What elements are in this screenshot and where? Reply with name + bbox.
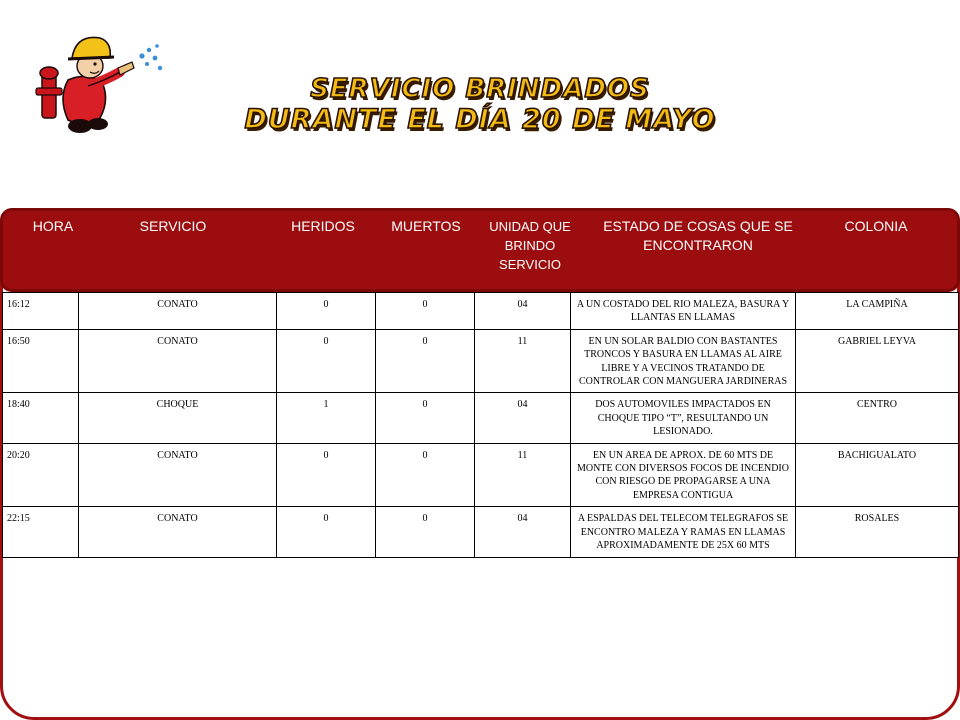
- cell-unidad: 04: [475, 293, 571, 330]
- cell-unidad: 04: [475, 393, 571, 443]
- cell-colonia: CENTRO: [796, 393, 959, 443]
- cell-servicio: CHOQUE: [79, 393, 277, 443]
- cell-colonia: BACHIGUALATO: [796, 443, 959, 507]
- table-row: [3, 293, 959, 330]
- cell-heridos: 0: [277, 507, 376, 557]
- cell-hora: 18:40: [3, 393, 79, 443]
- header-colonia: COLONIA: [844, 218, 908, 234]
- cell-heridos: 1: [277, 393, 376, 443]
- table-row: [3, 329, 959, 393]
- cell-hora: 16:12: [3, 293, 79, 330]
- cell-muertos: 0: [376, 507, 475, 557]
- table-row: [3, 443, 959, 507]
- cell-servicio: CONATO: [79, 507, 277, 557]
- cell-hora: 16:50: [3, 329, 79, 393]
- cell-colonia: LA CAMPIÑA: [796, 293, 959, 330]
- page-title: SERVICIO BRINDADOS: [310, 74, 650, 104]
- cell-muertos: 0: [376, 293, 475, 330]
- cell-colonia: ROSALES: [796, 507, 959, 557]
- cell-muertos: 0: [376, 329, 475, 393]
- cell-heridos: 0: [277, 293, 376, 330]
- table-header: [0, 208, 960, 292]
- cell-colonia: GABRIEL LEYVA: [796, 329, 959, 393]
- cell-muertos: 0: [376, 393, 475, 443]
- cell-servicio: CONATO: [79, 443, 277, 507]
- table-row: [3, 507, 959, 557]
- header-unidad: UNIDAD QUE BRINDO SERVICIO: [489, 219, 571, 272]
- cell-hora: 22:15: [3, 507, 79, 557]
- header-servicio: SERVICIO: [139, 218, 207, 234]
- header-hora: HORA: [32, 218, 74, 234]
- table-row: [3, 393, 959, 443]
- cell-muertos: 0: [376, 443, 475, 507]
- cell-estado: EN UN SOLAR BALDIO CON BASTANTES TRONCOS Y BASURA EN LLAMAS AL AIRE LIBRE Y A VECINOS TRATANDO DE CONTROLAR CON MANGUERA JARDINERAS: [571, 329, 796, 393]
- cell-unidad: 11: [475, 329, 571, 393]
- cell-estado: A ESPALDAS DEL TELECOM TELEGRAFOS SE ENCONTRO MALEZA Y RAMAS EN LLAMAS APROXIMADAMENTE DE 25X 60 MTS: [571, 507, 796, 557]
- page-subtitle: DURANTE EL DÍA 20 DE MAYO: [244, 104, 716, 135]
- cell-heridos: 0: [277, 443, 376, 507]
- cell-heridos: 0: [277, 329, 376, 393]
- header-heridos: HERIDOS: [291, 218, 355, 234]
- cell-servicio: CONATO: [79, 329, 277, 393]
- cell-estado: DOS AUTOMOVILES IMPACTADOS EN CHOQUE TIPO “T”, RESULTANDO UN LESIONADO.: [571, 393, 796, 443]
- header-muertos: MUERTOS: [391, 218, 461, 234]
- cell-estado: A UN COSTADO DEL RIO MALEZA, BASURA Y LLANTAS EN LLAMAS: [571, 293, 796, 330]
- cell-unidad: 11: [475, 443, 571, 507]
- cell-servicio: CONATO: [79, 293, 277, 330]
- cell-hora: 20:20: [3, 443, 79, 507]
- cell-estado: EN UN AREA DE APROX. DE 60 MTS DE MONTE CON DIVERSOS FOCOS DE INCENDIO CON RIESGO DE PROPAGARSE A UNA EMPRESA CONTIGUA: [571, 443, 796, 507]
- cell-unidad: 04: [475, 507, 571, 557]
- services-table: [2, 292, 959, 558]
- header-estado: ESTADO DE COSAS QUE SE ENCONTRARON: [603, 218, 793, 253]
